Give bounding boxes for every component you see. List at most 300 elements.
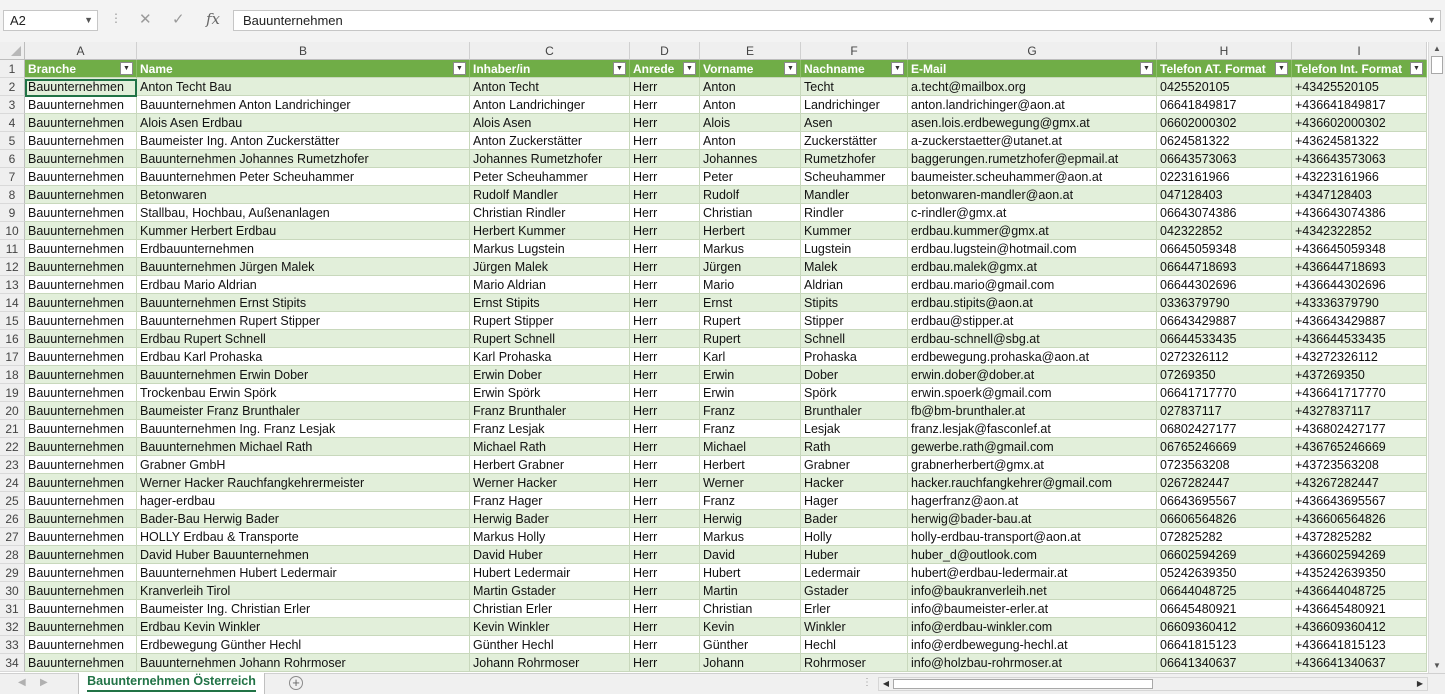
row-number[interactable]: 17 — [0, 348, 25, 366]
row-number[interactable]: 14 — [0, 294, 25, 312]
table-cell[interactable]: +4347128403 — [1292, 186, 1427, 204]
chevron-down-icon[interactable]: ▼ — [84, 15, 93, 25]
table-cell[interactable]: +43624581322 — [1292, 132, 1427, 150]
table-cell[interactable]: Herr — [630, 294, 700, 312]
row-number[interactable]: 1 — [0, 60, 25, 78]
table-cell[interactable]: Bauunternehmen Ing. Franz Lesjak — [137, 420, 470, 438]
table-cell[interactable]: info@erdbau-winkler.com — [908, 618, 1157, 636]
table-cell[interactable]: Bauunternehmen — [25, 618, 137, 636]
table-cell[interactable]: Bauunternehmen — [25, 204, 137, 222]
table-cell[interactable]: erdbau-schnell@sbg.at — [908, 330, 1157, 348]
table-cell[interactable]: David Huber Bauunternehmen — [137, 546, 470, 564]
table-cell[interactable]: Asen — [801, 114, 908, 132]
table-cell[interactable]: Johann — [700, 654, 801, 672]
row-number[interactable]: 30 — [0, 582, 25, 600]
table-cell[interactable]: asen.lois.erdbewegung@gmx.at — [908, 114, 1157, 132]
table-cell[interactable]: Bauunternehmen — [25, 582, 137, 600]
table-cell[interactable]: Herr — [630, 276, 700, 294]
table-cell[interactable]: 042322852 — [1157, 222, 1292, 240]
table-cell[interactable]: herwig@bader-bau.at — [908, 510, 1157, 528]
table-cell[interactable]: Bauunternehmen — [25, 132, 137, 150]
table-cell[interactable]: info@baukranverleih.net — [908, 582, 1157, 600]
table-cell[interactable]: Herr — [630, 96, 700, 114]
table-cell[interactable]: Bauunternehmen — [25, 474, 137, 492]
column-title[interactable] — [1157, 60, 1292, 78]
table-cell[interactable]: 072825282 — [1157, 528, 1292, 546]
row-number[interactable]: 34 — [0, 654, 25, 672]
row-number[interactable]: 28 — [0, 546, 25, 564]
table-cell[interactable]: Franz Brunthaler — [470, 402, 630, 420]
table-cell[interactable]: +436643695567 — [1292, 492, 1427, 510]
filter-dropdown-icon[interactable]: ▼ — [613, 62, 626, 75]
row-number[interactable]: 18 — [0, 366, 25, 384]
table-cell[interactable]: Herr — [630, 474, 700, 492]
table-cell[interactable]: 06641717770 — [1157, 384, 1292, 402]
table-cell[interactable]: 06602594269 — [1157, 546, 1292, 564]
scroll-right-icon[interactable]: ▶ — [1416, 679, 1424, 688]
table-cell[interactable]: 06609360412 — [1157, 618, 1292, 636]
table-cell[interactable]: Bauunternehmen Jürgen Malek — [137, 258, 470, 276]
column-header-c[interactable]: C — [470, 42, 630, 60]
table-cell[interactable]: Scheuhammer — [801, 168, 908, 186]
table-cell[interactable]: a-zuckerstaetter@utanet.at — [908, 132, 1157, 150]
column-title[interactable] — [630, 60, 700, 78]
table-cell[interactable]: +436641717770 — [1292, 384, 1427, 402]
table-cell[interactable]: Bader-Bau Herwig Bader — [137, 510, 470, 528]
table-cell[interactable]: Rumetzhofer — [801, 150, 908, 168]
formula-input[interactable] — [233, 10, 1441, 31]
table-cell[interactable]: hacker.rauchfangkehrer@gmail.com — [908, 474, 1157, 492]
filter-dropdown-icon[interactable]: ▼ — [891, 62, 904, 75]
table-cell[interactable]: Christian — [700, 600, 801, 618]
horizontal-scroll-thumb[interactable] — [893, 679, 1153, 689]
table-cell[interactable]: Herr — [630, 456, 700, 474]
table-cell[interactable]: holly-erdbau-transport@aon.at — [908, 528, 1157, 546]
table-cell[interactable]: Herbert — [700, 456, 801, 474]
column-header-e[interactable]: E — [700, 42, 801, 60]
table-cell[interactable]: Bader — [801, 510, 908, 528]
table-cell[interactable]: 06641815123 — [1157, 636, 1292, 654]
table-cell[interactable]: Bauunternehmen — [25, 402, 137, 420]
spreadsheet-grid[interactable] — [0, 42, 1428, 673]
table-cell[interactable]: +4372825282 — [1292, 528, 1427, 546]
table-cell[interactable]: Betonwaren — [137, 186, 470, 204]
table-cell[interactable]: Kevin — [700, 618, 801, 636]
table-cell[interactable]: grabnerherbert@gmx.at — [908, 456, 1157, 474]
row-number[interactable]: 4 — [0, 114, 25, 132]
table-cell[interactable]: Prohaska — [801, 348, 908, 366]
table-cell[interactable]: info@erdbewegung-hechl.at — [908, 636, 1157, 654]
column-title[interactable] — [908, 60, 1157, 78]
next-sheet-icon[interactable]: ▶ — [40, 677, 48, 688]
table-cell[interactable]: erwin.spoerk@gmail.com — [908, 384, 1157, 402]
table-cell[interactable]: +43336379790 — [1292, 294, 1427, 312]
table-cell[interactable]: +436641340637 — [1292, 654, 1427, 672]
table-cell[interactable]: Peter Scheuhammer — [470, 168, 630, 186]
table-cell[interactable]: 06641849817 — [1157, 96, 1292, 114]
table-cell[interactable]: Herbert — [700, 222, 801, 240]
sheet-tab-active[interactable] — [78, 673, 265, 694]
column-title[interactable] — [25, 60, 137, 78]
row-number[interactable]: 19 — [0, 384, 25, 402]
table-cell[interactable]: Anton Landrichinger — [470, 96, 630, 114]
table-cell[interactable]: Bauunternehmen — [25, 222, 137, 240]
table-cell[interactable]: Bauunternehmen — [25, 78, 137, 96]
table-cell[interactable]: baumeister.scheuhammer@aon.at — [908, 168, 1157, 186]
table-cell[interactable]: David — [700, 546, 801, 564]
scroll-up-icon[interactable]: ▲ — [1433, 44, 1441, 53]
table-cell[interactable]: +436602594269 — [1292, 546, 1427, 564]
enter-icon[interactable]: ✓ — [172, 11, 185, 28]
table-cell[interactable]: erwin.dober@dober.at — [908, 366, 1157, 384]
table-cell[interactable]: Herbert Kummer — [470, 222, 630, 240]
table-cell[interactable]: Bauunternehmen — [25, 96, 137, 114]
table-cell[interactable]: 06606564826 — [1157, 510, 1292, 528]
table-cell[interactable]: hager-erdbau — [137, 492, 470, 510]
table-cell[interactable]: 0624581322 — [1157, 132, 1292, 150]
table-cell[interactable]: Malek — [801, 258, 908, 276]
table-cell[interactable]: Anton — [700, 96, 801, 114]
table-cell[interactable]: Ernst Stipits — [470, 294, 630, 312]
table-cell[interactable]: Grabner — [801, 456, 908, 474]
table-cell[interactable]: erdbau.malek@gmx.at — [908, 258, 1157, 276]
table-cell[interactable]: Erdbau Rupert Schnell — [137, 330, 470, 348]
table-cell[interactable]: Rath — [801, 438, 908, 456]
table-cell[interactable]: franz.lesjak@fasconlef.at — [908, 420, 1157, 438]
column-header-a[interactable]: A — [25, 42, 137, 60]
table-cell[interactable]: Bauunternehmen — [25, 366, 137, 384]
table-cell[interactable]: anton.landrichinger@aon.at — [908, 96, 1157, 114]
table-cell[interactable]: Bauunternehmen — [25, 330, 137, 348]
row-number[interactable]: 22 — [0, 438, 25, 456]
table-cell[interactable]: Gstader — [801, 582, 908, 600]
table-cell[interactable]: 06643573063 — [1157, 150, 1292, 168]
table-cell[interactable]: Herr — [630, 654, 700, 672]
table-cell[interactable]: Herr — [630, 78, 700, 96]
table-cell[interactable]: Rupert — [700, 312, 801, 330]
table-cell[interactable]: Michael Rath — [470, 438, 630, 456]
table-cell[interactable]: Herr — [630, 186, 700, 204]
table-cell[interactable]: gewerbe.rath@gmail.com — [908, 438, 1157, 456]
table-cell[interactable]: Landrichinger — [801, 96, 908, 114]
table-cell[interactable]: Bauunternehmen — [25, 276, 137, 294]
table-cell[interactable]: Herwig Bader — [470, 510, 630, 528]
row-number[interactable]: 23 — [0, 456, 25, 474]
column-title[interactable] — [470, 60, 630, 78]
table-cell[interactable]: Aldrian — [801, 276, 908, 294]
table-cell[interactable]: Anton Techt Bau — [137, 78, 470, 96]
table-cell[interactable]: Kummer Herbert Erdbau — [137, 222, 470, 240]
row-number[interactable]: 13 — [0, 276, 25, 294]
table-cell[interactable]: 06644302696 — [1157, 276, 1292, 294]
table-cell[interactable]: Mario Aldrian — [470, 276, 630, 294]
table-cell[interactable]: Herr — [630, 402, 700, 420]
table-cell[interactable]: Mandler — [801, 186, 908, 204]
row-number[interactable]: 15 — [0, 312, 25, 330]
table-cell[interactable]: +4327837117 — [1292, 402, 1427, 420]
column-header-h[interactable]: H — [1157, 42, 1292, 60]
row-number[interactable]: 16 — [0, 330, 25, 348]
filter-dropdown-icon[interactable]: ▼ — [683, 62, 696, 75]
expand-formula-icon[interactable]: ▼ — [1427, 15, 1436, 25]
table-cell[interactable]: Bauunternehmen — [25, 114, 137, 132]
table-cell[interactable]: Herr — [630, 618, 700, 636]
table-cell[interactable]: Bauunternehmen — [25, 510, 137, 528]
column-header-b[interactable]: B — [137, 42, 470, 60]
table-cell[interactable]: Herr — [630, 528, 700, 546]
table-cell[interactable]: +43723563208 — [1292, 456, 1427, 474]
table-cell[interactable]: Günther — [700, 636, 801, 654]
table-cell[interactable]: Alois Asen — [470, 114, 630, 132]
table-cell[interactable]: Günther Hechl — [470, 636, 630, 654]
table-cell[interactable]: Stipper — [801, 312, 908, 330]
table-cell[interactable]: c-rindler@gmx.at — [908, 204, 1157, 222]
cancel-icon[interactable]: ✕ — [139, 11, 152, 28]
table-cell[interactable]: Zuckerstätter — [801, 132, 908, 150]
table-cell[interactable]: +436645480921 — [1292, 600, 1427, 618]
table-cell[interactable]: Erdbauunternehmen — [137, 240, 470, 258]
table-cell[interactable]: Bauunternehmen — [25, 384, 137, 402]
table-cell[interactable]: Bauunternehmen — [25, 564, 137, 582]
table-cell[interactable]: Bauunternehmen — [25, 240, 137, 258]
table-cell[interactable]: Techt — [801, 78, 908, 96]
table-cell[interactable]: +43425520105 — [1292, 78, 1427, 96]
table-cell[interactable]: Franz — [700, 402, 801, 420]
select-all-button[interactable] — [0, 42, 25, 60]
table-cell[interactable]: info@holzbau-rohrmoser.at — [908, 654, 1157, 672]
table-cell[interactable]: Franz — [700, 492, 801, 510]
table-cell[interactable]: +4342322852 — [1292, 222, 1427, 240]
column-header-f[interactable]: F — [801, 42, 908, 60]
table-cell[interactable]: Schnell — [801, 330, 908, 348]
table-cell[interactable]: Franz — [700, 420, 801, 438]
table-cell[interactable]: Herr — [630, 222, 700, 240]
table-cell[interactable]: Herr — [630, 240, 700, 258]
table-cell[interactable]: Bauunternehmen — [25, 258, 137, 276]
table-cell[interactable]: 0723563208 — [1157, 456, 1292, 474]
table-cell[interactable]: Rupert — [700, 330, 801, 348]
table-cell[interactable]: Anton Techt — [470, 78, 630, 96]
row-number[interactable]: 2 — [0, 78, 25, 96]
row-number[interactable]: 10 — [0, 222, 25, 240]
vertical-scrollbar[interactable] — [1428, 42, 1445, 673]
table-cell[interactable]: erdbau.kummer@gmx.at — [908, 222, 1157, 240]
table-cell[interactable]: Bauunternehmen — [25, 492, 137, 510]
table-cell[interactable]: Hager — [801, 492, 908, 510]
table-cell[interactable]: Erwin Spörk — [470, 384, 630, 402]
table-cell[interactable]: Markus Holly — [470, 528, 630, 546]
table-cell[interactable]: Bauunternehmen — [25, 528, 137, 546]
table-cell[interactable]: +436641849817 — [1292, 96, 1427, 114]
row-number[interactable]: 3 — [0, 96, 25, 114]
table-cell[interactable]: 06645059348 — [1157, 240, 1292, 258]
table-cell[interactable]: Herr — [630, 366, 700, 384]
table-cell[interactable]: hubert@erdbau-ledermair.at — [908, 564, 1157, 582]
table-cell[interactable]: 07269350 — [1157, 366, 1292, 384]
previous-sheet-icon[interactable]: ◀ — [18, 677, 26, 688]
table-cell[interactable]: Anton — [700, 132, 801, 150]
table-cell[interactable]: 06644048725 — [1157, 582, 1292, 600]
table-cell[interactable]: 06643695567 — [1157, 492, 1292, 510]
table-cell[interactable]: Erwin Dober — [470, 366, 630, 384]
table-cell[interactable]: Rudolf Mandler — [470, 186, 630, 204]
row-number[interactable]: 33 — [0, 636, 25, 654]
vertical-scroll-thumb[interactable] — [1431, 56, 1443, 74]
table-cell[interactable]: Bauunternehmen Johannes Rumetzhofer — [137, 150, 470, 168]
table-cell[interactable]: Bauunternehmen — [25, 312, 137, 330]
table-cell[interactable]: Herr — [630, 114, 700, 132]
row-number[interactable]: 29 — [0, 564, 25, 582]
table-cell[interactable]: Martin Gstader — [470, 582, 630, 600]
table-cell[interactable]: Bauunternehmen — [25, 186, 137, 204]
row-number[interactable]: 9 — [0, 204, 25, 222]
column-title[interactable] — [801, 60, 908, 78]
table-cell[interactable]: Herr — [630, 348, 700, 366]
table-cell[interactable]: Herr — [630, 582, 700, 600]
row-number[interactable]: 26 — [0, 510, 25, 528]
table-cell[interactable]: Herr — [630, 330, 700, 348]
table-cell[interactable]: Bauunternehmen — [25, 168, 137, 186]
column-title[interactable] — [1292, 60, 1427, 78]
table-cell[interactable]: Rupert Schnell — [470, 330, 630, 348]
table-cell[interactable]: +436644302696 — [1292, 276, 1427, 294]
filter-dropdown-icon[interactable]: ▼ — [784, 62, 797, 75]
table-cell[interactable]: Bauunternehmen — [25, 654, 137, 672]
table-cell[interactable]: 06644718693 — [1157, 258, 1292, 276]
table-cell[interactable]: Herr — [630, 258, 700, 276]
table-cell[interactable]: 06802427177 — [1157, 420, 1292, 438]
table-cell[interactable]: hagerfranz@aon.at — [908, 492, 1157, 510]
table-cell[interactable]: Rindler — [801, 204, 908, 222]
table-cell[interactable]: 06645480921 — [1157, 600, 1292, 618]
table-cell[interactable]: Baumeister Ing. Christian Erler — [137, 600, 470, 618]
table-cell[interactable]: Bauunternehmen — [25, 600, 137, 618]
table-cell[interactable]: 0267282447 — [1157, 474, 1292, 492]
table-cell[interactable]: +436645059348 — [1292, 240, 1427, 258]
table-cell[interactable]: Martin — [700, 582, 801, 600]
table-cell[interactable]: Jürgen Malek — [470, 258, 630, 276]
column-header-i[interactable]: I — [1292, 42, 1427, 60]
row-number[interactable]: 12 — [0, 258, 25, 276]
row-number[interactable]: 6 — [0, 150, 25, 168]
table-cell[interactable]: +43272326112 — [1292, 348, 1427, 366]
filter-dropdown-icon[interactable]: ▼ — [1140, 62, 1153, 75]
table-cell[interactable]: +436606564826 — [1292, 510, 1427, 528]
table-cell[interactable]: Herr — [630, 420, 700, 438]
table-cell[interactable]: Bauunternehmen — [25, 438, 137, 456]
row-number[interactable]: 8 — [0, 186, 25, 204]
row-number[interactable]: 27 — [0, 528, 25, 546]
table-cell[interactable]: betonwaren-mandler@aon.at — [908, 186, 1157, 204]
table-cell[interactable]: Bauunternehmen Peter Scheuhammer — [137, 168, 470, 186]
table-cell[interactable]: fb@bm-brunthaler.at — [908, 402, 1157, 420]
table-cell[interactable]: 027837117 — [1157, 402, 1292, 420]
table-cell[interactable]: David Huber — [470, 546, 630, 564]
table-cell[interactable]: Ledermair — [801, 564, 908, 582]
filter-dropdown-icon[interactable]: ▼ — [1410, 62, 1423, 75]
table-cell[interactable]: Bauunternehmen — [25, 456, 137, 474]
table-cell[interactable]: +436644718693 — [1292, 258, 1427, 276]
table-cell[interactable]: Lesjak — [801, 420, 908, 438]
scroll-left-icon[interactable]: ◀ — [882, 679, 890, 688]
table-cell[interactable]: Erdbau Karl Prohaska — [137, 348, 470, 366]
table-cell[interactable]: Herr — [630, 600, 700, 618]
table-cell[interactable]: Lugstein — [801, 240, 908, 258]
filter-dropdown-icon[interactable]: ▼ — [1275, 62, 1288, 75]
table-cell[interactable]: Spörk — [801, 384, 908, 402]
table-cell[interactable]: erdbau.mario@gmail.com — [908, 276, 1157, 294]
table-cell[interactable]: Peter — [700, 168, 801, 186]
table-cell[interactable]: Rohrmoser — [801, 654, 908, 672]
table-cell[interactable]: 06641340637 — [1157, 654, 1292, 672]
table-cell[interactable]: Holly — [801, 528, 908, 546]
table-cell[interactable]: 0425520105 — [1157, 78, 1292, 96]
insert-function-icon[interactable]: fx — [206, 10, 221, 28]
table-cell[interactable]: Bauunternehmen Johann Rohrmoser — [137, 654, 470, 672]
table-cell[interactable]: Herr — [630, 510, 700, 528]
table-cell[interactable]: Bauunternehmen — [25, 420, 137, 438]
table-cell[interactable]: Bauunternehmen — [25, 150, 137, 168]
table-cell[interactable]: Christian Rindler — [470, 204, 630, 222]
table-cell[interactable]: +437269350 — [1292, 366, 1427, 384]
table-cell[interactable]: Alois Asen Erdbau — [137, 114, 470, 132]
table-cell[interactable]: Huber — [801, 546, 908, 564]
table-cell[interactable]: Alois — [700, 114, 801, 132]
table-cell[interactable]: Erwin — [700, 384, 801, 402]
table-cell[interactable]: Baumeister Ing. Anton Zuckerstätter — [137, 132, 470, 150]
table-cell[interactable]: Bauunternehmen Ernst Stipits — [137, 294, 470, 312]
table-cell[interactable]: info@baumeister-erler.at — [908, 600, 1157, 618]
table-cell[interactable]: Herr — [630, 312, 700, 330]
table-cell[interactable]: Markus — [700, 240, 801, 258]
table-cell[interactable]: Bauunternehmen — [25, 294, 137, 312]
table-cell[interactable]: 06643074386 — [1157, 204, 1292, 222]
table-cell[interactable]: Herr — [630, 168, 700, 186]
column-title[interactable] — [137, 60, 470, 78]
table-cell[interactable]: Johannes — [700, 150, 801, 168]
table-cell[interactable]: 06765246669 — [1157, 438, 1292, 456]
table-cell[interactable]: +436644533435 — [1292, 330, 1427, 348]
table-cell[interactable]: Kevin Winkler — [470, 618, 630, 636]
row-number[interactable]: 5 — [0, 132, 25, 150]
table-cell[interactable]: +436609360412 — [1292, 618, 1427, 636]
row-number[interactable]: 24 — [0, 474, 25, 492]
table-cell[interactable]: Anton Zuckerstätter — [470, 132, 630, 150]
table-cell[interactable]: Michael — [700, 438, 801, 456]
table-cell[interactable]: Herr — [630, 384, 700, 402]
table-cell[interactable]: Bauunternehmen — [25, 348, 137, 366]
scroll-down-icon[interactable]: ▼ — [1433, 661, 1441, 670]
table-cell[interactable]: +436643074386 — [1292, 204, 1427, 222]
table-cell[interactable]: 0336379790 — [1157, 294, 1292, 312]
table-cell[interactable]: Bauunternehmen Rupert Stipper — [137, 312, 470, 330]
table-cell[interactable]: Erler — [801, 600, 908, 618]
table-cell[interactable]: Franz Lesjak — [470, 420, 630, 438]
table-cell[interactable]: Kummer — [801, 222, 908, 240]
table-cell[interactable]: Herr — [630, 492, 700, 510]
table-cell[interactable]: +436644048725 — [1292, 582, 1427, 600]
table-cell[interactable]: Baumeister Franz Brunthaler — [137, 402, 470, 420]
row-number[interactable]: 21 — [0, 420, 25, 438]
table-cell[interactable]: Herbert Grabner — [470, 456, 630, 474]
table-cell[interactable]: 06644533435 — [1157, 330, 1292, 348]
table-cell[interactable]: +436641815123 — [1292, 636, 1427, 654]
table-cell[interactable]: Johannes Rumetzhofer — [470, 150, 630, 168]
table-cell[interactable]: +43223161966 — [1292, 168, 1427, 186]
row-number[interactable]: 20 — [0, 402, 25, 420]
column-title[interactable] — [700, 60, 801, 78]
table-cell[interactable]: a.techt@mailbox.org — [908, 78, 1157, 96]
